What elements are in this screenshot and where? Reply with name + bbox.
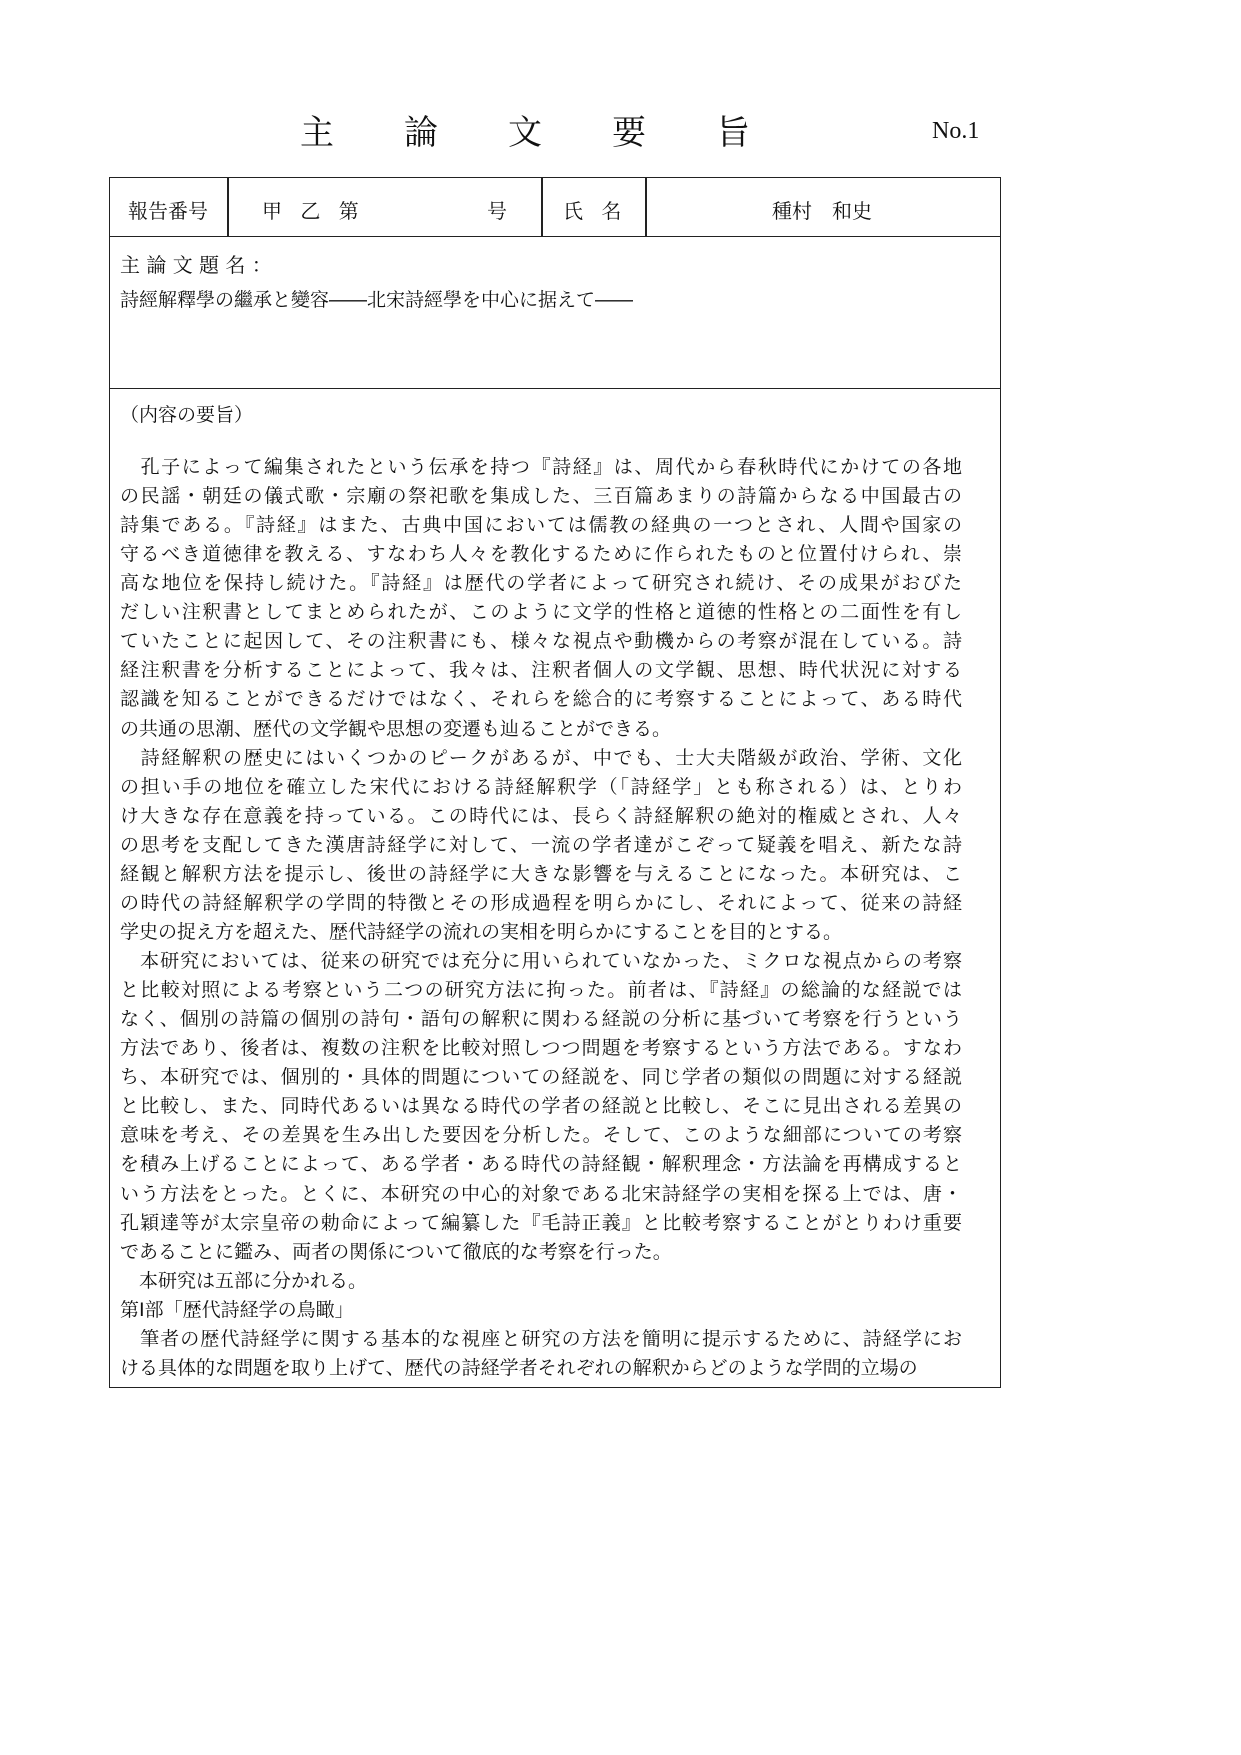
document-title: [300, 105, 750, 154]
summary-line: の思考を支配してきた漢唐詩経学に対して、一流の学者達がこぞって疑義を唱え、新たな詩: [120, 833, 962, 856]
summary-line: を積み上げることによって、ある学者・ある時代の詩経観・解釈理念・方法論を再構成すると: [120, 1153, 962, 1176]
col-divider: [645, 177, 647, 237]
summary-line: 本研究は五部に分かれる。: [120, 1269, 368, 1292]
report-no-label: 報告番号: [128, 199, 208, 223]
summary-line: け大きな存在意義を持っている。この時代には、長らく詩経解釈の絶対的権威とされ、人々: [120, 804, 962, 827]
name-label: 氏 名: [563, 199, 628, 223]
summary-line: 方法であり、後者は、複数の注釈を比較対照しつつ問題を考察するという方法である。すなわ: [120, 1037, 962, 1060]
summary-line: であることに鑑み、両者の関係について徹底的な考察を行った。: [120, 1240, 672, 1263]
thesis-title-label: 主 論 文 題 名 ：: [120, 253, 272, 277]
summary-line: 孔穎達等が太宗皇帝の勅命によって編纂した『毛詩正義』と比較考察することがとりわけ重要: [120, 1211, 962, 1234]
summary-line: いう方法をとった。とくに、本研究の中心的対象である北宋詩経学の実相を探る上では、唐・: [120, 1182, 962, 1205]
summary-line: なく、個別の詩篇の個別の詩句・語句の解釈に関わる経説の分析に基づいて考察を行うという: [120, 1008, 962, 1031]
summary-line: の時代の詩経解釈学の学問的特徴とその形成過程を明らかにし、それによって、従来の詩経: [120, 891, 962, 914]
summary-line: の民謡・朝廷の儀式歌・宗廟の祭祀歌を集成した、三百篇あまりの詩篇からなる中国最古の: [120, 485, 962, 508]
summary-line: 経注釈書を分析することによって、我々は、注釈者個人の文学観、思想、時代状況に対する: [120, 659, 962, 682]
summary-line: 学史の捉え方を超えた、歴代詩経学の流れの実相を明らかにすることを目的とする。: [120, 920, 843, 943]
col-divider: [227, 177, 229, 237]
summary-line: と比較し、また、同時代あるいは異なる時代の学者の経説と比較し、そこに見出される差異の: [120, 1095, 962, 1118]
title-char: 主: [300, 113, 334, 153]
summary-line: 詩集である。『詩経』はまた、古典中国においては儒教の経典の一つとされ、人間や国家の: [120, 514, 962, 537]
page-number: No.1: [932, 118, 980, 144]
summary-line: 筆者の歴代詩経学に関する基本的な視座と研究の方法を簡明に提示するために、詩経学にお: [120, 1327, 962, 1350]
title-char: 旨: [716, 113, 750, 153]
summary-line: 意味を考え、その差異を生み出した要因を分析した。そして、このような細部についての考察: [120, 1124, 962, 1147]
summary-line: 高な地位を保持し続けた。『詩経』は歴代の学者によって研究され続け、その成果がおびた: [120, 572, 962, 595]
summary-line: 認識を知ることができるだけではなく、それらを総合的に考察することによって、ある時代: [120, 688, 962, 711]
thesis-title: 詩經解釋學の繼承と變容――北宋詩經學を中心に据えて――: [120, 289, 634, 311]
summary-line: の担い手の地位を確立した宋代における詩経解釈学（「詩経学」とも称される）は、とりわ: [120, 775, 962, 798]
summary-line: ち、本研究では、個別的・具体的問題についての経説を、同じ学者の類似の問題に対する経説: [120, 1066, 962, 1089]
summary-line: 守るべき道徳律を教える、すなわち人々を教化するために作られたものと位置付けられ、崇: [120, 543, 962, 566]
summary-line: 孔子によって編集されたという伝承を持つ『詩経』は、周代から春秋時代にかけての各地: [120, 456, 962, 478]
title-char: 論: [404, 113, 438, 153]
summary-line: だしい注釈書としてまとめられたが、このように文学的性格と道徳的性格との二面性を有し: [120, 601, 962, 624]
summary-line: 第Ⅰ部「歴代詩経学の鳥瞰」: [120, 1298, 354, 1321]
col-divider: [541, 177, 543, 237]
summary-heading: （内容の要旨）: [120, 404, 254, 426]
summary-line: ていたことに起因して、その注釈書にも、様々な視点や動機からの考察が混在している。詩: [120, 630, 962, 653]
title-char: 要: [612, 113, 646, 153]
author-name: 種村 和史: [772, 199, 872, 223]
summary-line: 詩経解釈の歴史にはいくつかのピークがあるが、中でも、士大夫階級が政治、学術、文化: [120, 746, 962, 769]
summary-line: 経観と解釈方法を提示し、後世の詩経学に大きな影響を与えることになった。本研究は、こ: [120, 862, 962, 885]
report-no-suffix: 号: [487, 199, 507, 223]
summary-line: 本研究においては、従来の研究では充分に用いられていなかった、ミクロな視点からの考察: [120, 950, 962, 973]
report-no-value: 甲 乙 第: [262, 199, 365, 223]
title-char: 文: [508, 113, 542, 153]
summary-line: ける具体的な問題を取り上げて、歴代の詩経学者それぞれの解釈からどのような学問的立場の: [120, 1356, 918, 1379]
summary-line: と比較対照による考察という二つの研究方法に拘った。前者は、『詩経』の総論的な経説では: [120, 979, 962, 1002]
summary-line: の共通の思潮、歴代の文学観や思想の変遷も辿ることができる。: [120, 717, 672, 740]
